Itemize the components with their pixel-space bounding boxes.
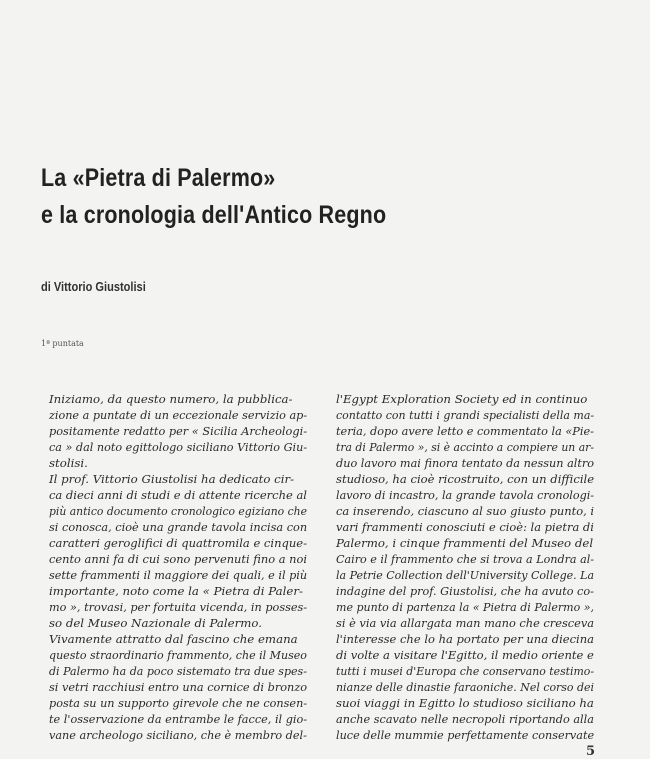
title-line-2: e la cronologia dell'Antico Regno xyxy=(41,201,387,229)
text-line: caratteri geroglifici di quattromila e cinque- xyxy=(49,537,307,550)
text-line: sette frammenti il maggiore dei quali, e il più xyxy=(49,569,308,582)
text-line: questo straordinario frammento, che il Museo xyxy=(49,649,307,662)
text-line: tra di Palermo », si è accinto a compiere un ar- xyxy=(336,441,594,454)
author-byline: di Vittorio Giustolisi xyxy=(41,279,146,294)
text-line: tutti i musei d'Europa che conservano testimo- xyxy=(336,665,595,678)
text-line: so del Museo Nazionale di Palermo. xyxy=(49,617,262,630)
text-line: Palermo, i cinque frammenti del Museo del xyxy=(336,537,594,550)
article-title xyxy=(41,160,386,234)
text-line: studioso, ha cioè ricostruito, con un difficile xyxy=(336,473,595,486)
text-line: ca » dal noto egittologo siciliano Vittorio Giu- xyxy=(49,441,308,454)
text-line: vari frammenti conosciuti e cioè: la pietra di xyxy=(336,521,594,534)
text-line: cento anni fa di cui sono pervenuti fino a noi xyxy=(49,553,307,566)
text-line: si conosca, cioè una grande tavola incisa con xyxy=(49,521,308,534)
text-line: mo », trovasi, per fortuita vicenda, in posses- xyxy=(49,601,308,614)
text-line: Vivamente attratto dal fascino che emana xyxy=(49,633,298,646)
text-line: contatto con tutti i grandi specialisti della ma- xyxy=(336,409,595,422)
text-line: anche scavato nelle necropoli riportando alla xyxy=(336,713,594,726)
text-line: nianze delle dinastie faraoniche. Nel corso dei xyxy=(336,681,595,694)
text-line: te l'osservazione da entrambe le facce, il gio- xyxy=(49,713,308,726)
text-line: si è via via allargata man mano che cresceva xyxy=(336,617,595,630)
text-line: teria, dopo avere letto e commentato la «Pie- xyxy=(336,425,594,438)
text-line: Cairo e il frammento che si trova a Londra al- xyxy=(336,553,595,566)
text-line: me punto di partenza la « Pietra di Palermo », xyxy=(336,601,594,614)
text-line: la Petrie Collection dell'University College. La xyxy=(336,569,595,582)
text-line: positamente redatto per « Sicilia Archeologi- xyxy=(49,425,308,438)
text-line: più antico documento cronologico egiziano che xyxy=(49,505,307,518)
text-line: stolisi. xyxy=(49,457,88,470)
text-line: importante, noto come la « Pietra di Paler- xyxy=(49,585,303,598)
text-column-right xyxy=(336,392,603,744)
text-line: si vetri racchiusi entro una cornice di bronzo xyxy=(49,681,308,694)
title-line-1: La «Pietra di Palermo» xyxy=(41,164,276,192)
text-line: duo lavoro mai finora tentato da nessun altro xyxy=(336,457,595,470)
text-line: ca dieci anni di studi e di attente ricerche al xyxy=(49,489,307,502)
text-line: luce delle mummie perfettamente conservate xyxy=(336,729,595,742)
installment-label: 1ª puntata xyxy=(41,339,84,348)
text-line: di volte a visitare l'Egitto, il medio oriente e xyxy=(336,649,594,662)
text-line: l'interesse che lo ha portato per una diecina xyxy=(336,633,595,646)
text-column-left xyxy=(49,392,317,744)
text-line: suoi viaggi in Egitto lo studioso siciliano ha xyxy=(336,697,594,710)
text-line: posta su un supporto girevole che ne consen- xyxy=(49,697,308,710)
text-line: l'Egypt Exploration Society ed in continuo xyxy=(336,393,588,406)
text-line: vane archeologo siciliano, che è membro del- xyxy=(49,729,307,742)
text-line: Il prof. Vittorio Giustolisi ha dedicato cir- xyxy=(49,473,295,486)
text-line: lavoro di incastro, la grande tavola cronologi- xyxy=(336,489,595,502)
text-line: di Palermo ha da poco sistemato tra due spes- xyxy=(49,665,307,678)
text-line: zione a puntate di un eccezionale servizio ap- xyxy=(49,409,308,422)
page-number: 5 xyxy=(585,744,595,759)
text-line: ca inserendo, ciascuno al suo giusto punto, i xyxy=(336,505,595,518)
text-line: indagine del prof. Giustolisi, che ha avuto co- xyxy=(336,585,594,598)
text-line: Iniziamo, da questo numero, la pubblica- xyxy=(49,393,293,406)
